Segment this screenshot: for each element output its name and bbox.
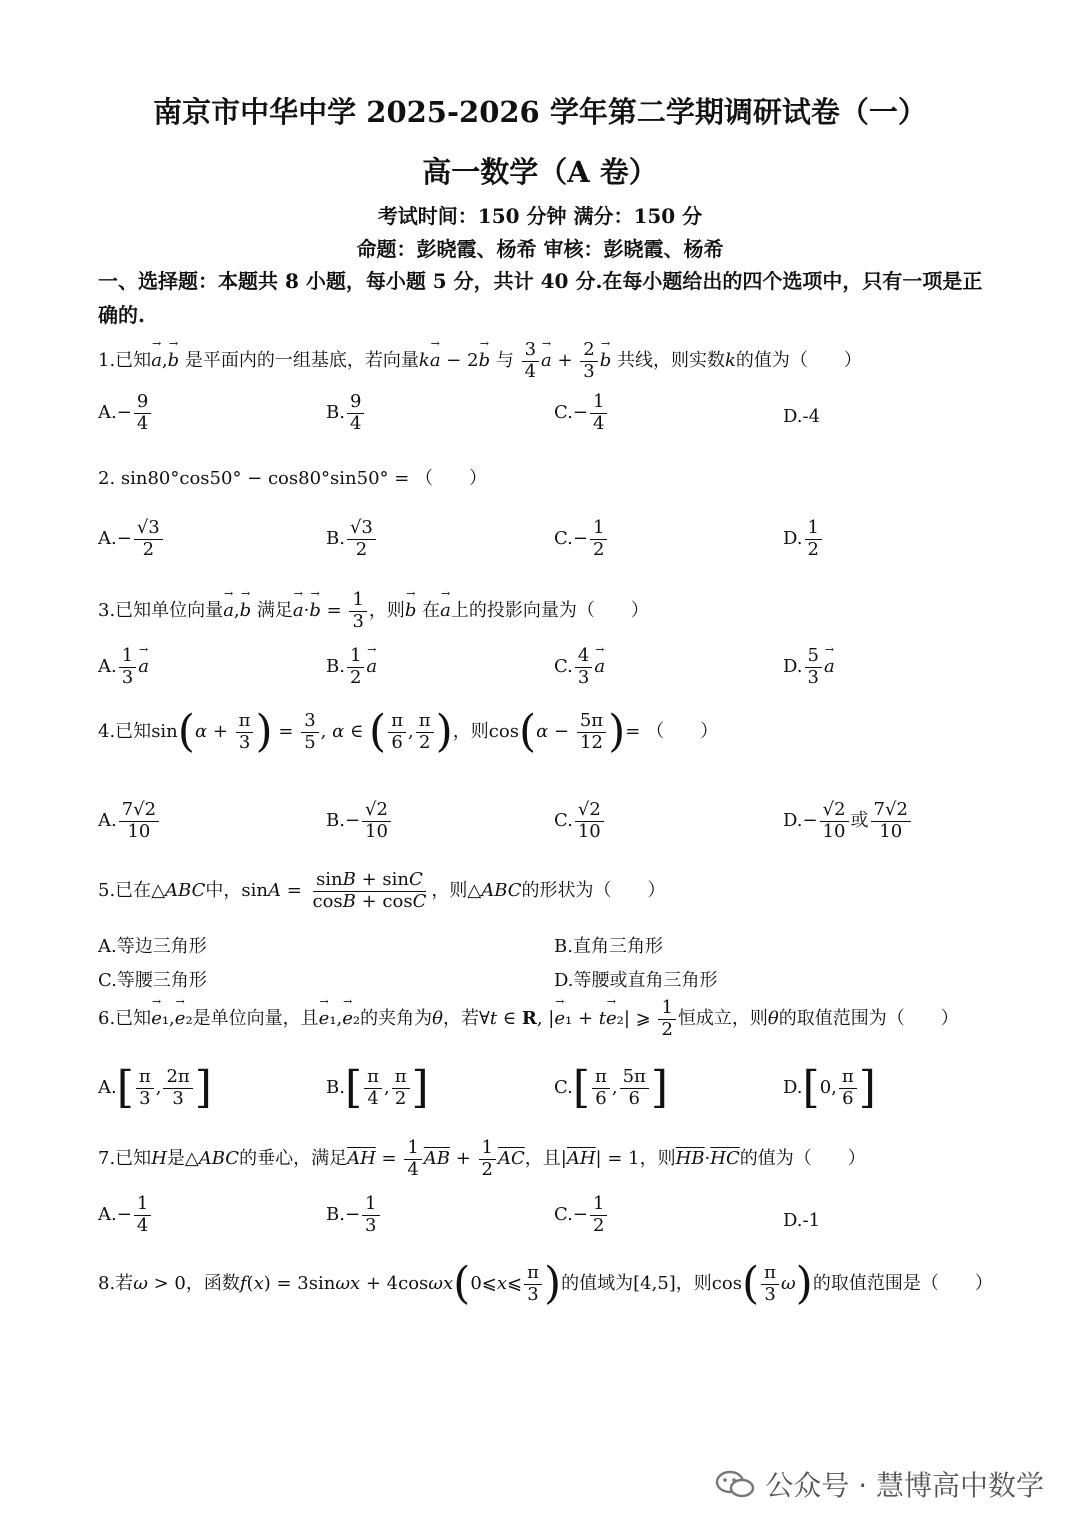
q2-option-a[interactable]: A.− $\frac{√3}{2}$ <box>98 518 165 560</box>
q6-option-a[interactable]: A.[ $\frac{\pi}{3}$ , $\frac{2\pi}{3}$ ] <box>98 1062 212 1113</box>
q7-option-c[interactable]: C.− $\frac{1}{2}$ <box>554 1194 609 1236</box>
q4-option-d[interactable]: D.− $\frac{√2}{10}$ 或 $\frac{7√2}{10}$ <box>783 800 913 842</box>
q7-option-b[interactable]: B.− $\frac{1}{3}$ <box>326 1194 382 1236</box>
q7-option-a[interactable]: A.− $\frac{1}{4}$ <box>98 1194 153 1236</box>
q6-option-c[interactable]: C.[ $\frac{\pi}{6}$ , $\frac{5\pi}{6}$ ] <box>554 1062 669 1113</box>
q1-option-a[interactable]: A.− $\frac{9}{4}$ <box>98 392 153 434</box>
question-5: 5.已在△ABC中，sinA = $\frac{\sin B + \sin C}{\cos B + \cos C}$ ，则△ABC的形状为（ ） <box>98 869 666 912</box>
exam-subtitle: 高一数学（A 卷） <box>422 155 658 189</box>
q2-option-d[interactable]: D. $\frac{1}{2}$ <box>783 518 824 560</box>
q2-option-b[interactable]: B. $\frac{√3}{2}$ <box>326 518 378 560</box>
q3-option-d[interactable]: D. $\frac{5}{3}$ → a <box>783 646 835 688</box>
question-6: 6.已知→ e₁,→ e₂是单位向量，且→ e₁,→ e₂的夹角为θ，若∀t ∈ R, |→ e₁ + t→ e₂| ⩾ $\frac{1}{2}$ 恒成立，则θ的取值范围为（ ） <box>98 998 959 1040</box>
q4-option-a[interactable]: A. $\frac{7√2}{10}$ <box>98 800 161 842</box>
q5-option-a[interactable]: A.等边三角形 <box>98 936 207 957</box>
question-1: 1.已知→ a,→ b 是平面内的一组基底，若向量k→ a − 2→ b 与 $\frac{3}{4}$ → a + $\frac{2}{3}$ → b 共线，则实数k的值为（ ） <box>98 340 862 382</box>
section-heading: 一、选择题：本题共 8 小题，每小题 5 分，共计 40 分.在每小题给出的四个选项中，只有一项是正确的. <box>98 269 983 327</box>
q5-option-b[interactable]: B.直角三角形 <box>554 936 663 957</box>
q3-option-b[interactable]: B. $\frac{1}{2}$ → a <box>326 646 377 688</box>
exam-info: 考试时间：150 分钟 满分：150 分 <box>377 204 703 228</box>
question-7: 7.已知H是△ABC的垂心，满足$\overline{AH}$ = $\frac{1}{4}$ $\overline{AB}$ + $\frac{1}{2}$ $\overline{AC}$，且$|\overline{AH}| = 1$，则$\overline{HB}\cdot\overline{HC}$的值为（ ） <box>98 1137 866 1180</box>
q4-option-b[interactable]: B.− $\frac{√2}{10}$ <box>326 800 393 842</box>
q1-option-d[interactable]: D.-4 <box>783 406 821 427</box>
question-4: 4.已知sin(α + $\frac{\pi}{3}$ ) = $\frac{3}{5}$ , α ∈ ( $\frac{\pi}{6}$ , $\frac{\pi}{2}$ )，则cos(α − $\frac{5\pi}{12}$ )= （ ） <box>98 706 719 757</box>
q1-option-b[interactable]: B. $\frac{9}{4}$ <box>326 392 366 434</box>
watermark <box>715 1464 1044 1504</box>
question-2: 2. sin80°cos50° − cos80°sin50° = （ ） <box>98 468 488 489</box>
q2-option-c[interactable]: C.− $\frac{1}{2}$ <box>554 518 609 560</box>
q6-option-d[interactable]: D.[0, $\frac{\pi}{6}$ ] <box>783 1062 876 1113</box>
q3-option-a[interactable]: A. $\frac{1}{3}$ → a <box>98 646 149 688</box>
q3-option-c[interactable]: C. $\frac{4}{3}$ → a <box>554 646 605 688</box>
question-3: 3.已知单位向量→ a,→ b 满足→ a·→ b = $\frac{1}{3}$ ，则→ b 在→ a上的投影向量为（ ） <box>98 590 649 632</box>
watermark-text: 公众号 · 慧博高中数学 <box>765 1469 1044 1502</box>
wechat-icon <box>715 1469 755 1499</box>
q7-option-d[interactable]: D.-1 <box>783 1210 821 1231</box>
q1-option-c[interactable]: C.− $\frac{1}{4}$ <box>554 392 609 434</box>
q4-option-c[interactable]: C. $\frac{√2}{10}$ <box>554 800 606 842</box>
exam-title: 南京市中华中学 2025-2026 学年第二学期调研试卷（一） <box>153 95 927 129</box>
q5-option-c[interactable]: C.等腰三角形 <box>98 970 207 991</box>
q6-option-b[interactable]: B.[ $\frac{\pi}{4}$ , $\frac{\pi}{2}$ ] <box>326 1062 429 1113</box>
q5-option-d[interactable]: D.等腰或直角三角形 <box>554 970 718 991</box>
question-8: 8.若ω > 0，函数f(x) = 3sinωx + 4cosωx(0⩽x⩽ $\frac{\pi}{3}$ )的值域为[4,5]，则cos( $\frac{\pi}{3}$ ω)的取值范围是（ ） <box>98 1258 993 1309</box>
exam-authors: 命题：彭晓霞、杨希 审核：彭晓霞、杨希 <box>356 237 724 261</box>
